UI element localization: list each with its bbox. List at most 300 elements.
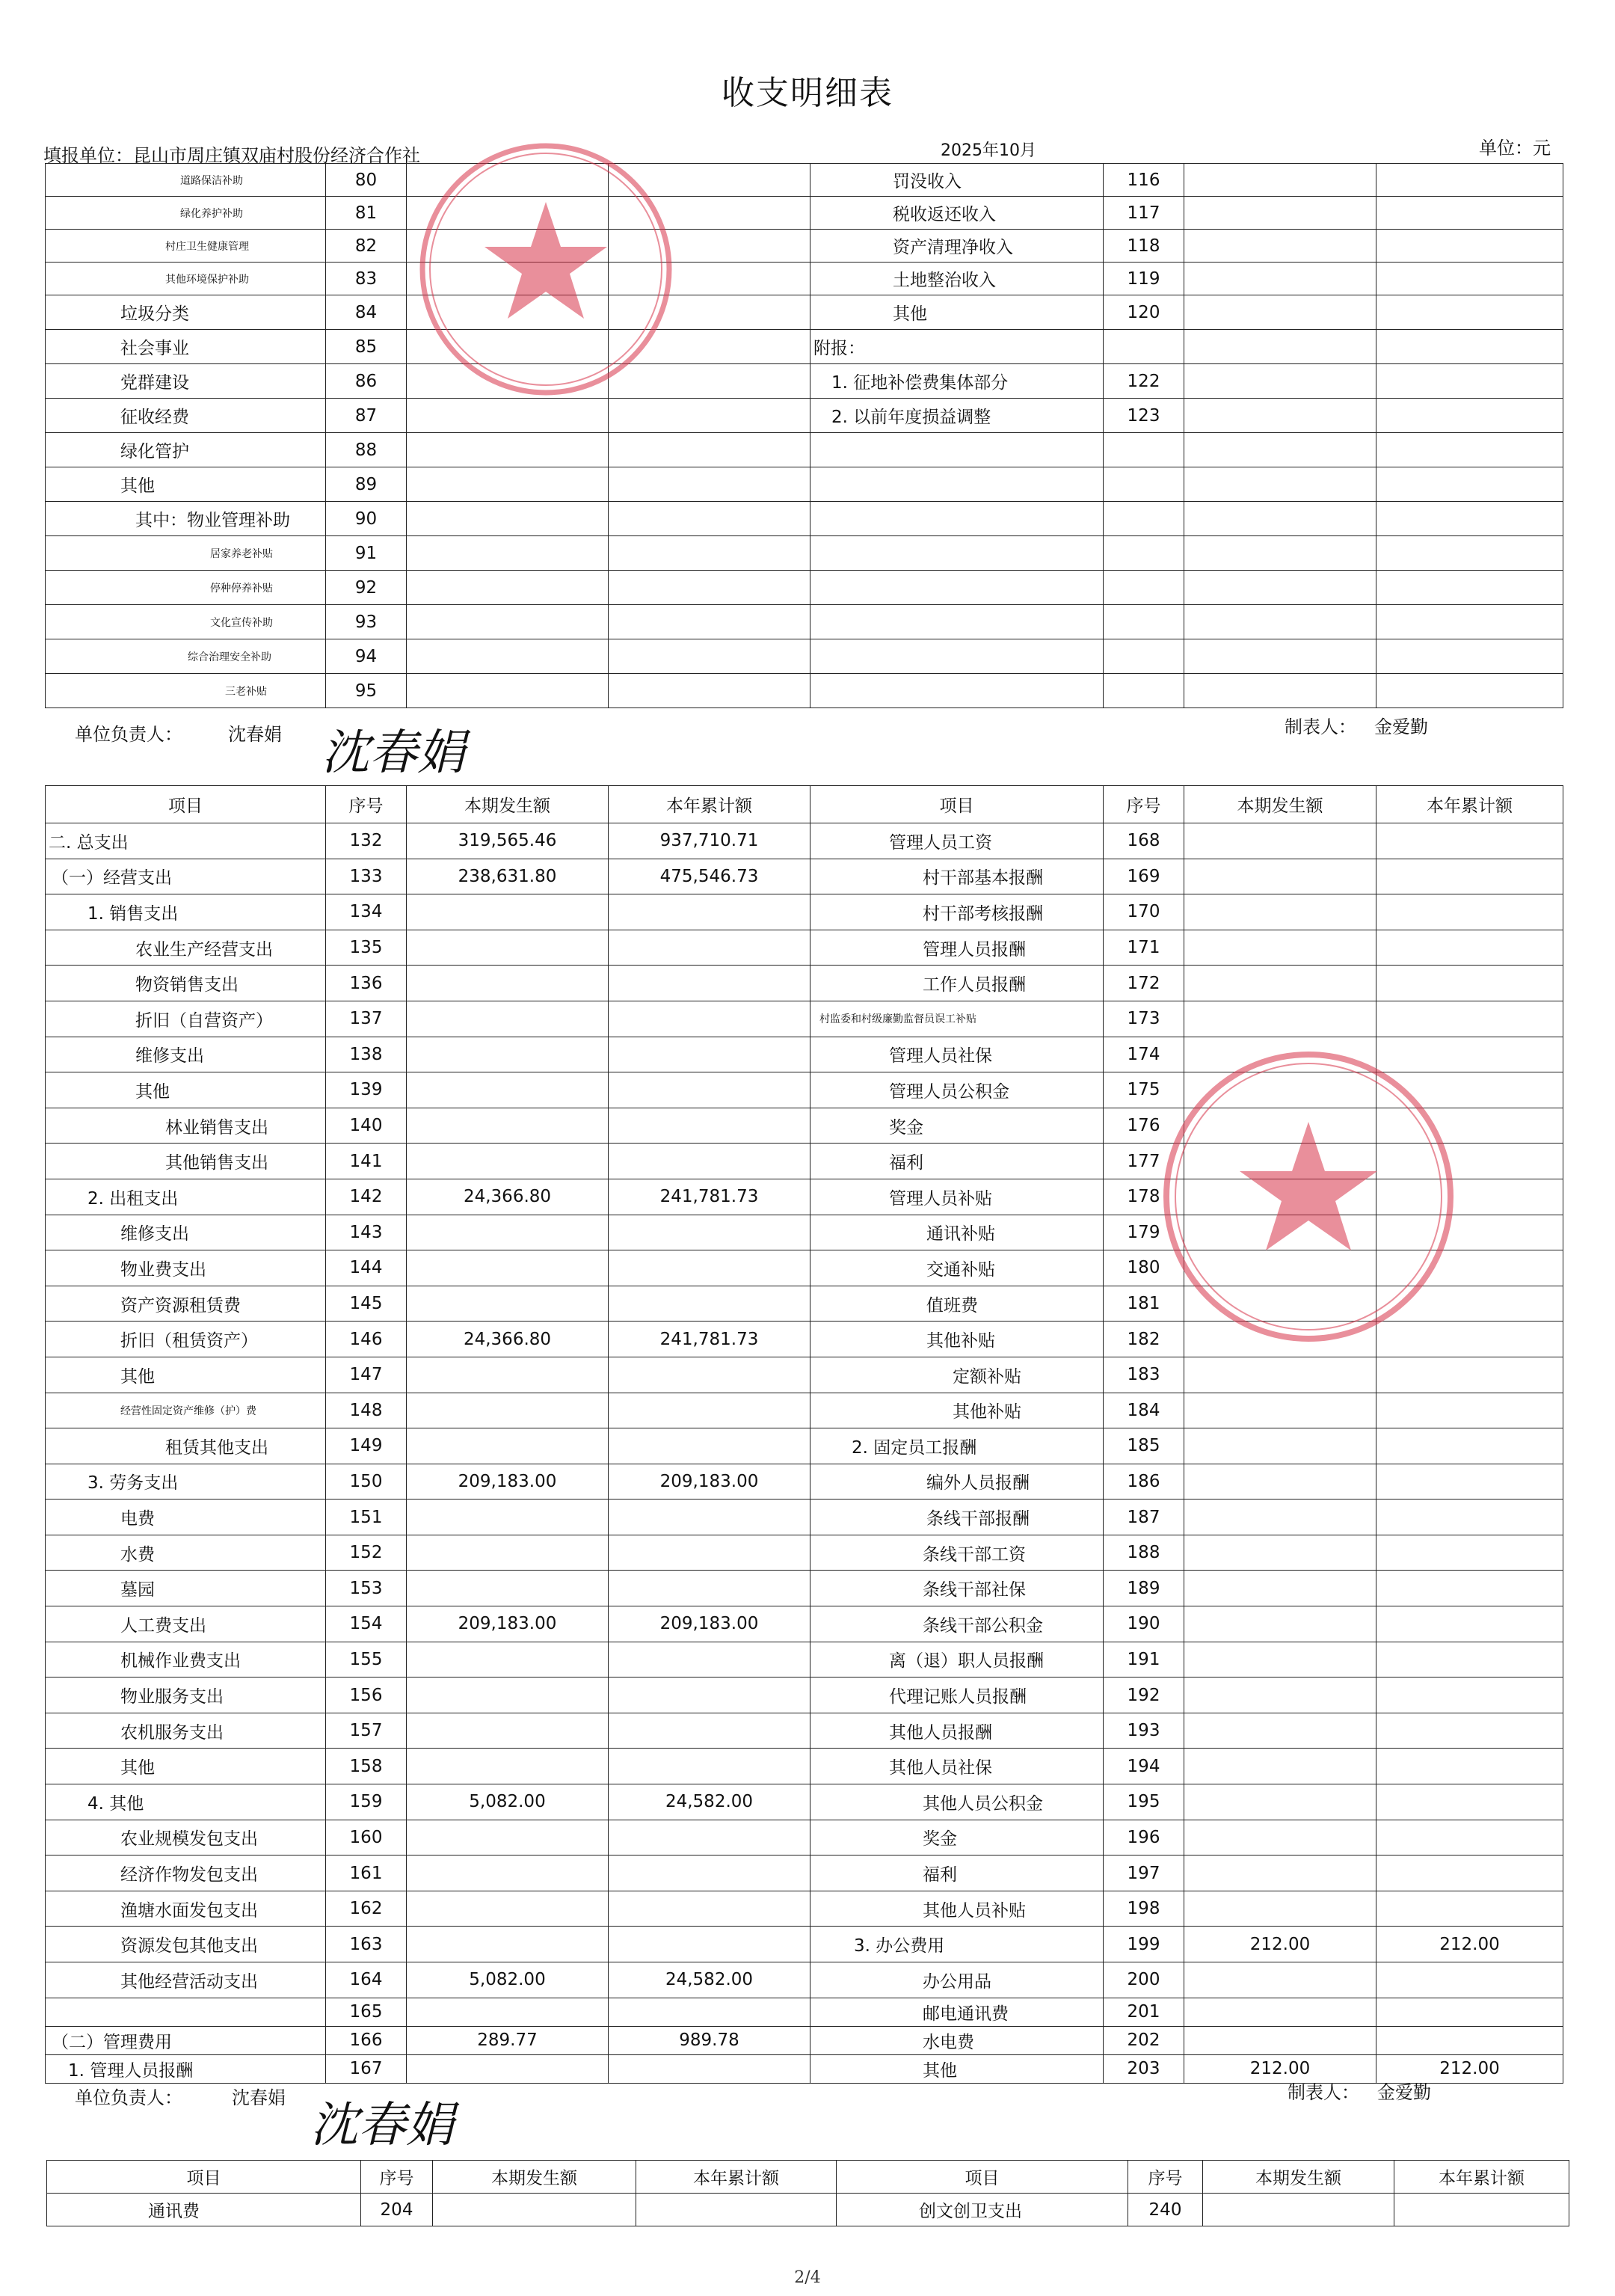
- item-label: 物业费支出: [46, 1250, 326, 1286]
- period-amount: 5,082.00: [407, 1962, 609, 1998]
- period-amount: [407, 1713, 609, 1749]
- ytd-amount: [1376, 364, 1563, 399]
- item-label: 其他人员补贴: [810, 1891, 1104, 1927]
- item-label: 邮电通讯费: [810, 1998, 1104, 2026]
- item-header: 项目: [837, 2161, 1128, 2194]
- table-row: [46, 859, 1563, 894]
- period-amount: 209,183.00: [407, 1464, 609, 1500]
- table-row: [46, 295, 1563, 330]
- item-label: 维修支出: [46, 1037, 326, 1072]
- item-label: 其他: [46, 1357, 326, 1393]
- period-amount: [1184, 1713, 1376, 1749]
- item-label: 机械作业费支出: [46, 1642, 326, 1678]
- item-label: 物业服务支出: [46, 1678, 326, 1713]
- row-number: 187: [1104, 1500, 1184, 1535]
- item-label: 文化宣传补助: [46, 605, 326, 639]
- row-number: 152: [326, 1535, 407, 1571]
- item-label: 维修支出: [46, 1215, 326, 1250]
- table-row: [46, 1713, 1563, 1749]
- period-amount: [1184, 1571, 1376, 1606]
- row-number: 194: [1104, 1749, 1184, 1784]
- table-row: [46, 966, 1563, 1001]
- ytd-amount: [1376, 571, 1563, 605]
- row-number: 132: [326, 823, 407, 859]
- period-amount: [407, 1891, 609, 1927]
- currency-unit: 单位：元: [1479, 138, 1551, 159]
- period-amount: [1184, 399, 1376, 433]
- period-amount: [1184, 1001, 1376, 1037]
- item-label: 其他: [46, 1072, 326, 1108]
- ytd-header-right: 本年累计额: [1376, 786, 1563, 823]
- period-amount: [1184, 859, 1376, 894]
- item-header-right: 项目: [810, 786, 1104, 823]
- ytd-amount: [609, 1037, 810, 1072]
- period-amount: [1184, 823, 1376, 859]
- ytd-amount: [1376, 1001, 1563, 1037]
- table-row: [46, 230, 1563, 263]
- period-header: 本期发生额: [433, 2161, 636, 2194]
- row-number: 95: [326, 674, 407, 708]
- period-amount: [1184, 364, 1376, 399]
- item-label: 定额补贴: [810, 1357, 1104, 1393]
- item-label: 交通补贴: [810, 1250, 1104, 1286]
- table-row: [46, 1962, 1563, 1998]
- table-header-row: [47, 2161, 1569, 2194]
- item-label: 离（退）职人员报酬: [810, 1642, 1104, 1678]
- item-label: 管理人员报酬: [810, 930, 1104, 966]
- ytd-amount: [609, 1250, 810, 1286]
- ytd-amount: [1376, 1891, 1563, 1927]
- item-label: 1. 管理人员报酬: [46, 2054, 326, 2083]
- period-amount: [1184, 1606, 1376, 1642]
- row-number: 165: [326, 1998, 407, 2026]
- item-label: 人工费支出: [46, 1606, 326, 1642]
- reporting-unit: 填报单位：昆山市周庄镇双庙村股份经济合作社: [43, 145, 420, 166]
- ytd-amount: [1376, 1535, 1563, 1571]
- ytd-amount: [609, 1713, 810, 1749]
- period-amount: [407, 1855, 609, 1891]
- row-number: 123: [1104, 399, 1184, 433]
- row-number: 179: [1104, 1215, 1184, 1250]
- period-amount: [407, 894, 609, 930]
- period-amount: [1184, 230, 1376, 263]
- row-number: 116: [1104, 164, 1184, 197]
- ytd-amount: [609, 571, 810, 605]
- ytd-amount: [1376, 1642, 1563, 1678]
- table-row: [46, 1535, 1563, 1571]
- table-row: [46, 263, 1563, 295]
- row-number: [1104, 674, 1184, 708]
- row-number: 88: [326, 433, 407, 467]
- ytd-amount: [1376, 330, 1563, 364]
- item-label: 其他: [810, 295, 1104, 330]
- row-number: 134: [326, 894, 407, 930]
- period-amount: [407, 1072, 609, 1108]
- ytd-amount: [1376, 1749, 1563, 1784]
- period-amount: [407, 1678, 609, 1713]
- period-amount: [1184, 502, 1376, 536]
- period-amount: 212.00: [1184, 2054, 1376, 2083]
- handwritten-signature-2: 沈春娟: [310, 2098, 454, 2153]
- ytd-amount: [609, 605, 810, 639]
- item-label: 其他人员社保: [810, 1749, 1104, 1784]
- item-label: 折旧（自营资产）: [46, 1001, 326, 1037]
- table-row: [46, 639, 1563, 674]
- item-label: 村监委和村级廉勤监督员误工补贴: [810, 1001, 1104, 1037]
- preparer-name-2: 金爱勤: [1377, 2082, 1431, 2103]
- item-label: 创文创卫支出: [837, 2194, 1128, 2226]
- ytd-amount: [1376, 894, 1563, 930]
- ytd-amount: [609, 1571, 810, 1606]
- row-number: 133: [326, 859, 407, 894]
- row-number: 156: [326, 1678, 407, 1713]
- row-number: [1104, 605, 1184, 639]
- ytd-amount: 241,781.73: [609, 1179, 810, 1215]
- period-amount: 238,631.80: [407, 859, 609, 894]
- row-number: [1104, 502, 1184, 536]
- period-amount: [407, 1749, 609, 1784]
- ytd-amount: [636, 2194, 837, 2226]
- no-header-right: 序号: [1104, 786, 1184, 823]
- period-amount: [407, 1535, 609, 1571]
- table-row: [46, 930, 1563, 966]
- item-label: [810, 433, 1104, 467]
- row-number: 145: [326, 1286, 407, 1322]
- ytd-amount: [1376, 639, 1563, 674]
- row-number: 193: [1104, 1713, 1184, 1749]
- item-label: 福利: [810, 1855, 1104, 1891]
- period-amount: [1184, 330, 1376, 364]
- table-row: [46, 1571, 1563, 1606]
- item-header: 项目: [47, 2161, 361, 2194]
- item-label: 福利: [810, 1144, 1104, 1179]
- ytd-amount: [1376, 1393, 1563, 1428]
- item-label: （二）管理费用: [46, 2026, 326, 2054]
- ytd-amount: [1376, 197, 1563, 230]
- period-amount: 5,082.00: [407, 1784, 609, 1820]
- row-number: 158: [326, 1749, 407, 1784]
- row-number: 175: [1104, 1072, 1184, 1108]
- row-number: 89: [326, 467, 407, 502]
- period-amount: 209,183.00: [407, 1606, 609, 1642]
- period-amount: [407, 433, 609, 467]
- table-row: [46, 1464, 1563, 1500]
- ytd-amount: [609, 467, 810, 502]
- item-label: 其他: [46, 467, 326, 502]
- row-number: 182: [1104, 1322, 1184, 1357]
- period-amount: [1184, 164, 1376, 197]
- period-amount: [407, 1428, 609, 1464]
- item-label: 其他经营活动支出: [46, 1962, 326, 1998]
- period-amount: [1184, 1855, 1376, 1891]
- ytd-amount: [609, 1535, 810, 1571]
- item-label: 1. 征地补偿费集体部分: [810, 364, 1104, 399]
- ytd-amount: 937,710.71: [609, 823, 810, 859]
- row-number: 92: [326, 571, 407, 605]
- row-number: 153: [326, 1571, 407, 1606]
- item-label: 农业生产经营支出: [46, 930, 326, 966]
- ytd-amount: [1376, 966, 1563, 1001]
- item-label: 居家养老补贴: [46, 536, 326, 571]
- row-number: 186: [1104, 1464, 1184, 1500]
- ytd-amount: [1376, 1713, 1563, 1749]
- ytd-amount: [1376, 1606, 1563, 1642]
- ytd-amount: [609, 536, 810, 571]
- ytd-amount: [1376, 230, 1563, 263]
- ytd-amount: [609, 1357, 810, 1393]
- row-number: 143: [326, 1215, 407, 1250]
- ytd-amount: [609, 1072, 810, 1108]
- ytd-amount: [609, 1215, 810, 1250]
- item-label: 墓园: [46, 1571, 326, 1606]
- row-number: 180: [1104, 1250, 1184, 1286]
- table-row: [46, 433, 1563, 467]
- period-amount: [1184, 536, 1376, 571]
- row-number: 198: [1104, 1891, 1184, 1927]
- row-number: 169: [1104, 859, 1184, 894]
- item-label: 条线干部报酬: [810, 1500, 1104, 1535]
- table-row: [46, 2026, 1563, 2054]
- ytd-amount: [609, 1820, 810, 1855]
- row-number: 139: [326, 1072, 407, 1108]
- item-label: 税收返还收入: [810, 197, 1104, 230]
- period-amount: [1184, 1428, 1376, 1464]
- period-amount: [1184, 1500, 1376, 1535]
- table-row: [46, 467, 1563, 502]
- period-amount: [1203, 2194, 1394, 2226]
- row-number: [1104, 536, 1184, 571]
- item-label: 综合治理安全补助: [46, 639, 326, 674]
- ytd-amount: [609, 1001, 810, 1037]
- row-number: 80: [326, 164, 407, 197]
- item-label: 土地整治收入: [810, 263, 1104, 295]
- item-label: [810, 502, 1104, 536]
- ytd-amount: [609, 1855, 810, 1891]
- ytd-amount: [1376, 1962, 1563, 1998]
- table-row: [46, 197, 1563, 230]
- item-label: 水电费: [810, 2026, 1104, 2054]
- item-label: 3. 劳务支出: [46, 1464, 326, 1500]
- row-number: 185: [1104, 1428, 1184, 1464]
- table-row: [46, 536, 1563, 571]
- item-label: 代理记账人员报酬: [810, 1678, 1104, 1713]
- row-number: 188: [1104, 1535, 1184, 1571]
- row-number: 150: [326, 1464, 407, 1500]
- period-amount: [407, 1250, 609, 1286]
- ytd-amount: [609, 433, 810, 467]
- period-header: 本期发生额: [407, 786, 609, 823]
- report-period: 2025年10月: [941, 141, 1036, 160]
- row-number: 189: [1104, 1571, 1184, 1606]
- item-label: （一）经营支出: [46, 859, 326, 894]
- row-number: 164: [326, 1962, 407, 1998]
- item-header: 项目: [46, 786, 326, 823]
- leader-label-2: 单位负责人：: [75, 2087, 182, 2108]
- period-amount: 24,366.80: [407, 1322, 609, 1357]
- no-header: 序号: [326, 786, 407, 823]
- row-number: 82: [326, 230, 407, 263]
- item-label: 1. 销售支出: [46, 894, 326, 930]
- period-amount: [1184, 1642, 1376, 1678]
- row-number: 181: [1104, 1286, 1184, 1322]
- table-row: [46, 1428, 1563, 1464]
- ytd-amount: [609, 1144, 810, 1179]
- period-amount: [1184, 1393, 1376, 1428]
- ytd-amount: 24,582.00: [609, 1962, 810, 1998]
- table-row: [46, 894, 1563, 930]
- table-row: [46, 1393, 1563, 1428]
- period-amount: [1184, 1820, 1376, 1855]
- official-seal-icon-2: [1151, 1040, 1465, 1354]
- row-number: 119: [1104, 263, 1184, 295]
- row-number: 168: [1104, 823, 1184, 859]
- ytd-amount: [1376, 399, 1563, 433]
- table-row: [46, 1891, 1563, 1927]
- ytd-amount: [1376, 1784, 1563, 1820]
- item-label: 党群建设: [46, 364, 326, 399]
- expense-detail-table-bottom: [46, 2160, 1569, 2226]
- row-number: 183: [1104, 1357, 1184, 1393]
- row-number: 141: [326, 1144, 407, 1179]
- ytd-header: 本年累计额: [636, 2161, 837, 2194]
- item-label: 其他补贴: [810, 1393, 1104, 1428]
- row-number: 136: [326, 966, 407, 1001]
- table-row: [46, 1927, 1563, 1962]
- ytd-amount: [609, 1393, 810, 1428]
- row-number: 199: [1104, 1927, 1184, 1962]
- table-row: [46, 1678, 1563, 1713]
- page-title: 收支明细表: [722, 74, 893, 112]
- period-amount: [407, 1037, 609, 1072]
- item-label: 停种停养补贴: [46, 571, 326, 605]
- ytd-amount: [609, 930, 810, 966]
- leader-name-2: 沈春娟: [232, 2087, 286, 2108]
- ytd-amount: [1376, 1571, 1563, 1606]
- period-amount: [1184, 2026, 1376, 2054]
- item-label: 水费: [46, 1535, 326, 1571]
- row-number: 170: [1104, 894, 1184, 930]
- period-amount: [1184, 467, 1376, 502]
- table-row: [46, 1357, 1563, 1393]
- item-label: 资产资源租赁费: [46, 1286, 326, 1322]
- row-number: 91: [326, 536, 407, 571]
- period-amount: [407, 1286, 609, 1322]
- table-row: [46, 502, 1563, 536]
- item-label: 管理人员公积金: [810, 1072, 1104, 1108]
- ytd-amount: [609, 894, 810, 930]
- row-number: 86: [326, 364, 407, 399]
- ytd-amount: 475,546.73: [609, 859, 810, 894]
- item-label: 垃圾分类: [46, 295, 326, 330]
- item-label: 三老补贴: [46, 674, 326, 708]
- ytd-amount: [609, 1998, 810, 2026]
- period-amount: [1184, 1784, 1376, 1820]
- handwritten-signature: 沈春娟: [322, 725, 465, 781]
- row-number: 184: [1104, 1393, 1184, 1428]
- preparer-label: 制表人：: [1285, 716, 1356, 737]
- item-label: 2. 固定员工报酬: [810, 1428, 1104, 1464]
- item-label: 通讯补贴: [810, 1215, 1104, 1250]
- table-row: [46, 164, 1563, 197]
- item-label: 值班费: [810, 1286, 1104, 1322]
- period-amount: [407, 1001, 609, 1037]
- period-amount: [1184, 571, 1376, 605]
- item-label: 2. 以前年度损益调整: [810, 399, 1104, 433]
- item-label: 奖金: [810, 1820, 1104, 1855]
- item-label: 渔塘水面发包支出: [46, 1891, 326, 1927]
- period-amount: [407, 1215, 609, 1250]
- ytd-amount: [1376, 823, 1563, 859]
- ytd-amount: [1376, 1500, 1563, 1535]
- row-number: 197: [1104, 1855, 1184, 1891]
- item-label: 管理人员补贴: [810, 1179, 1104, 1215]
- period-amount: [1184, 605, 1376, 639]
- row-number: 159: [326, 1784, 407, 1820]
- table-row: [46, 1998, 1563, 2026]
- row-number: 174: [1104, 1037, 1184, 1072]
- row-number: 200: [1104, 1962, 1184, 1998]
- ytd-amount: [1376, 1820, 1563, 1855]
- row-number: 117: [1104, 197, 1184, 230]
- row-number: 240: [1128, 2194, 1203, 2226]
- period-amount: [407, 674, 609, 708]
- ytd-amount: [1376, 1855, 1563, 1891]
- ytd-amount: [1376, 1428, 1563, 1464]
- period-amount: [407, 966, 609, 1001]
- ytd-amount: [609, 1500, 810, 1535]
- ytd-amount: [1376, 2026, 1563, 2054]
- period-header: 本期发生额: [1203, 2161, 1394, 2194]
- ytd-amount: [1376, 433, 1563, 467]
- period-amount: [407, 1144, 609, 1179]
- period-amount: [1184, 1962, 1376, 1998]
- ytd-amount: [1376, 164, 1563, 197]
- row-number: 160: [326, 1820, 407, 1855]
- item-label: 二. 总支出: [46, 823, 326, 859]
- item-label: 管理人员社保: [810, 1037, 1104, 1072]
- row-number: 83: [326, 263, 407, 295]
- table-row: [46, 1642, 1563, 1678]
- row-number: 148: [326, 1393, 407, 1428]
- ytd-amount: [1376, 674, 1563, 708]
- income-detail-table-top: [45, 163, 1563, 708]
- row-number: 155: [326, 1642, 407, 1678]
- ytd-amount: 989.78: [609, 2026, 810, 2054]
- ytd-amount: [609, 966, 810, 1001]
- period-amount: [1184, 639, 1376, 674]
- ytd-amount: [609, 639, 810, 674]
- no-header: 序号: [1128, 2161, 1203, 2194]
- period-amount: [1184, 894, 1376, 930]
- table-row: [46, 1820, 1563, 1855]
- period-amount: [407, 1820, 609, 1855]
- item-label: 物资销售支出: [46, 966, 326, 1001]
- page-number: 2/4: [794, 2268, 821, 2287]
- official-seal-icon: [404, 127, 688, 411]
- item-label: 其他人员公积金: [810, 1784, 1104, 1820]
- ytd-amount: [1376, 1464, 1563, 1500]
- ytd-amount: [1376, 1678, 1563, 1713]
- item-label: 资源发包其他支出: [46, 1927, 326, 1962]
- ytd-amount: [1376, 1357, 1563, 1393]
- period-amount: [1184, 433, 1376, 467]
- period-amount: [1184, 1535, 1376, 1571]
- table-row: [46, 823, 1563, 859]
- item-label: 管理人员工资: [810, 823, 1104, 859]
- ytd-amount: [1376, 295, 1563, 330]
- ytd-amount: 241,781.73: [609, 1322, 810, 1357]
- ytd-header: 本年累计额: [1394, 2161, 1569, 2194]
